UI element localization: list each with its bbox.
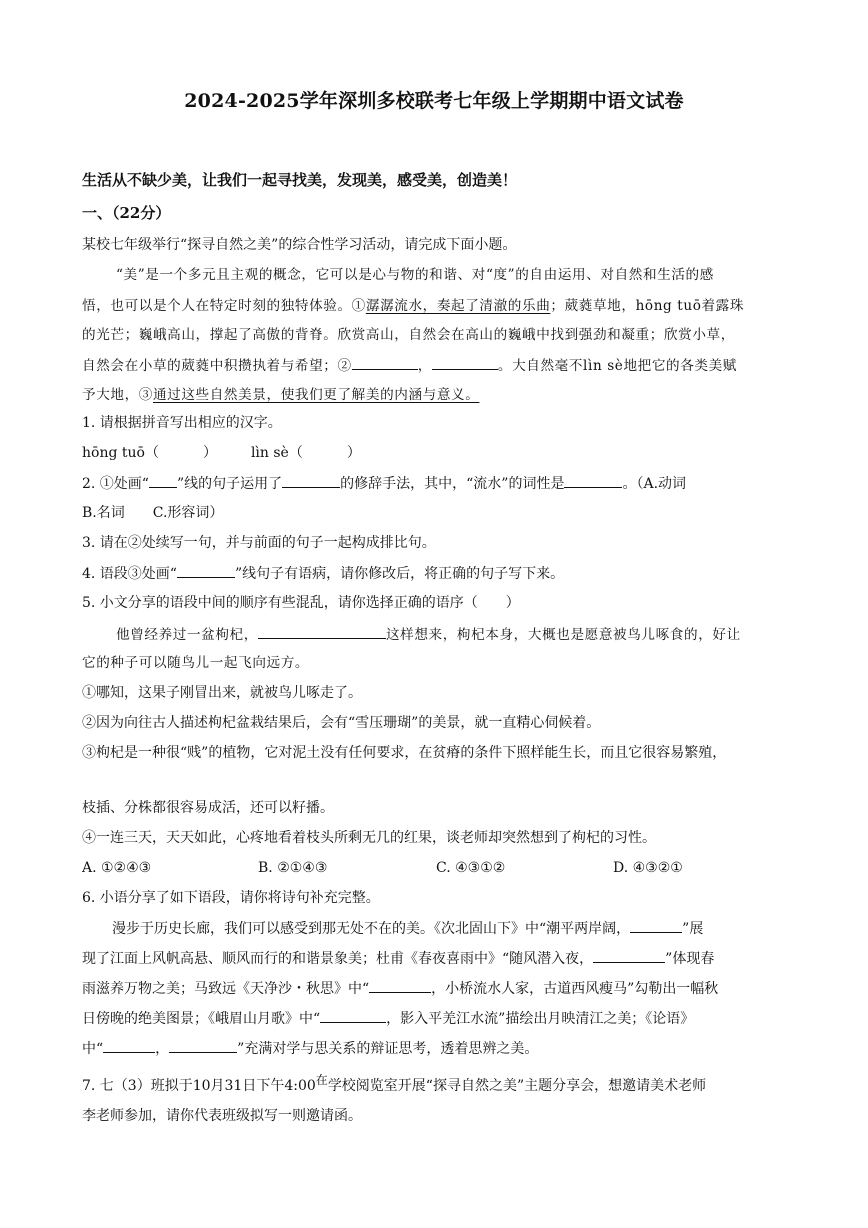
passage-text: ，影入平羌江水流”描绘出月映清江之美；《论语》 xyxy=(386,1011,695,1027)
passage-text: ”展 xyxy=(682,921,704,937)
question-text: 的修辞手法，其中，“流水”的词性是 xyxy=(340,476,565,492)
question-text: 在 xyxy=(315,1073,328,1087)
passage-text: 中“ xyxy=(82,1041,104,1057)
passage-text: 这样想来，枸杞本身，大概也是愿意被鸟儿啄食的，好让 xyxy=(385,627,741,643)
paren-close: ） xyxy=(346,445,361,461)
answer-blank[interactable] xyxy=(369,978,431,993)
answer-blank[interactable] xyxy=(352,355,418,370)
section-heading: 一、（22分） xyxy=(82,204,171,222)
passage-line-5 xyxy=(82,385,479,405)
question-text: 4. 语段③处画“ xyxy=(82,566,177,582)
answer-blank[interactable] xyxy=(320,1008,386,1023)
answer-blank[interactable] xyxy=(282,473,340,488)
answer-blank[interactable] xyxy=(564,473,622,488)
option-a[interactable]: A. ①②④③ xyxy=(82,860,152,876)
question-text: 2. ①处画“ xyxy=(82,476,149,492)
passage-text: ， xyxy=(417,358,432,374)
answer-blank[interactable] xyxy=(593,948,665,963)
passage-text: 。大自然毫不lìn sè地把它的各类美赋 xyxy=(497,358,737,374)
answer-blank[interactable] xyxy=(169,1038,237,1053)
passage-text: 雨滋养万物之美；马致远《天净沙・秋思》中“ xyxy=(82,981,370,997)
q6-text-line-2 xyxy=(82,948,714,969)
underlined-sentence-1: 潺潺流水，奏起了清澈的乐曲 xyxy=(365,298,551,314)
answer-blank[interactable] xyxy=(258,624,386,639)
question-7 xyxy=(82,1073,707,1096)
q5-item-3-cont: 枝插、分株都很容易成活，还可以籽播。 xyxy=(82,800,334,816)
answer-blank[interactable] xyxy=(103,1038,155,1053)
exam-title: 2024-2025学年深圳多校联考七年级上学期期中语文试卷 xyxy=(184,90,684,112)
passage-text: 他曾经养过一盆枸杞， xyxy=(116,627,258,643)
q5-passage-line-2: 它的种子可以随鸟儿一起飞向远方。 xyxy=(82,655,310,671)
passage-text: 悟，也可以是个人在特定时刻的独特体验。① xyxy=(82,298,366,314)
answer-blank[interactable] xyxy=(432,355,498,370)
question-1-pinyin xyxy=(82,443,361,463)
q6-text-line-1 xyxy=(112,918,703,939)
passage-text: ；葳蕤草地，hōng tuō着露珠 xyxy=(550,298,745,314)
q6-text-line-5 xyxy=(82,1038,538,1059)
q5-item-2: ②因为向往古人描述枸杞盆栽结果后，会有“雪压珊瑚”的美景，就一直精心伺候着。 xyxy=(82,715,601,731)
q6-text-line-3 xyxy=(82,978,718,999)
passage-text: 漫步于历史长廊，我们可以感受到那无处不在的美。《次北固山下》中“潮平两岸阔， xyxy=(112,921,631,937)
passage-line-3: 的光芒；巍峨高山，撑起了高傲的背脊。欣赏高山，自然会在高山的巍峨中找到强劲和凝重；欣赏小草， xyxy=(82,327,735,343)
question-text: 学校阅览室开展“探寻自然之美”主题分享会，想邀请美术老师 xyxy=(327,1078,707,1094)
question-2 xyxy=(82,473,686,494)
question-1: 1. 请根据拼音写出相应的汉字。 xyxy=(82,415,282,431)
question-text: 7. 七（3）班拟于10月31日下午4:00 xyxy=(82,1078,316,1094)
passage-line-4 xyxy=(82,355,737,376)
passage-text: ， xyxy=(155,1041,170,1057)
intro-line: 生活从不缺少美，让我们一起寻找美，发现美，感受美，创造美！ xyxy=(82,171,518,189)
answer-blank[interactable] xyxy=(630,918,682,933)
passage-line-2 xyxy=(82,296,744,316)
passage-text: ，小桥流水人家，古道西风瘦马”勾勒出一幅秋 xyxy=(431,981,719,997)
q5-passage-line-1 xyxy=(116,624,741,645)
question-2-options: B.名词 C.形容词） xyxy=(82,505,224,521)
passage-text: 自然会在小草的葳蕤中积攒执着与希望；② xyxy=(82,358,352,374)
passage-text: ”充满对学与思关系的辩证思考，透着思辨之美。 xyxy=(237,1041,539,1057)
q5-item-4: ④一连三天，天天如此，心疼地看着枝头所剩无几的红果，谈老师却突然想到了枸杞的习性。 xyxy=(82,830,656,846)
passage-text: 予大地，③ xyxy=(82,387,153,403)
pinyin-1: hōng tuō（ xyxy=(82,445,159,461)
question-text: 。（A.动词 xyxy=(622,476,687,492)
passage-text: 日傍晚的绝美图景；《峨眉山月歌》中“ xyxy=(82,1011,321,1027)
answer-blank[interactable] xyxy=(149,473,177,488)
answer-blank[interactable] xyxy=(177,563,235,578)
option-b[interactable]: B. ②①④③ xyxy=(258,860,328,876)
question-5: 5. 小文分享的语段中间的顺序有些混乱，请你选择正确的语序（ ） xyxy=(82,595,520,611)
passage-line-1: “美”是一个多元且主观的概念，它可以是心与物的和谐、对“度”的自由运用、对自然和生活的感 xyxy=(116,267,714,283)
question-6: 6. 小语分享了如下语段，请你将诗句补充完整。 xyxy=(82,890,380,906)
question-7-line-2: 李老师参加，请你代表班级拟写一则邀请函。 xyxy=(82,1108,362,1124)
paren-close: ） xyxy=(202,445,217,461)
question-4 xyxy=(82,563,564,584)
q6-text-line-4 xyxy=(82,1008,694,1029)
question-text: ”线句子有语病，请你修改后，将正确的句子写下来。 xyxy=(234,566,565,582)
q5-item-1: ①哪知，这果子刚冒出来，就被鸟儿啄走了。 xyxy=(82,685,362,701)
q5-item-3: ③枸杞是一种很“贱”的植物，它对泥土没有任何要求，在贫瘠的条件下照样能生长，而且它很容易繁殖， xyxy=(82,745,727,761)
activity-line: 某校七年级举行“探寻自然之美”的综合性学习活动，请完成下面小题。 xyxy=(82,237,517,253)
option-c[interactable]: C. ④③①② xyxy=(436,860,506,876)
question-text: ”线的句子运用了 xyxy=(176,476,283,492)
question-3: 3. 请在②处续写一句，并与前面的句子一起构成排比句。 xyxy=(82,535,436,551)
option-d[interactable]: D. ④③②① xyxy=(613,860,683,876)
passage-text: ”体现春 xyxy=(665,951,715,967)
passage-text: 现了江面上风帆高悬、顺风而行的和谐景象美；杜甫《春夜喜雨中》“随风潜入夜， xyxy=(82,951,594,967)
pinyin-2: lìn sè（ xyxy=(250,445,303,461)
underlined-sentence-3: 通过这些自然美景，使我们更了解美的内涵与意义。 xyxy=(152,387,480,403)
